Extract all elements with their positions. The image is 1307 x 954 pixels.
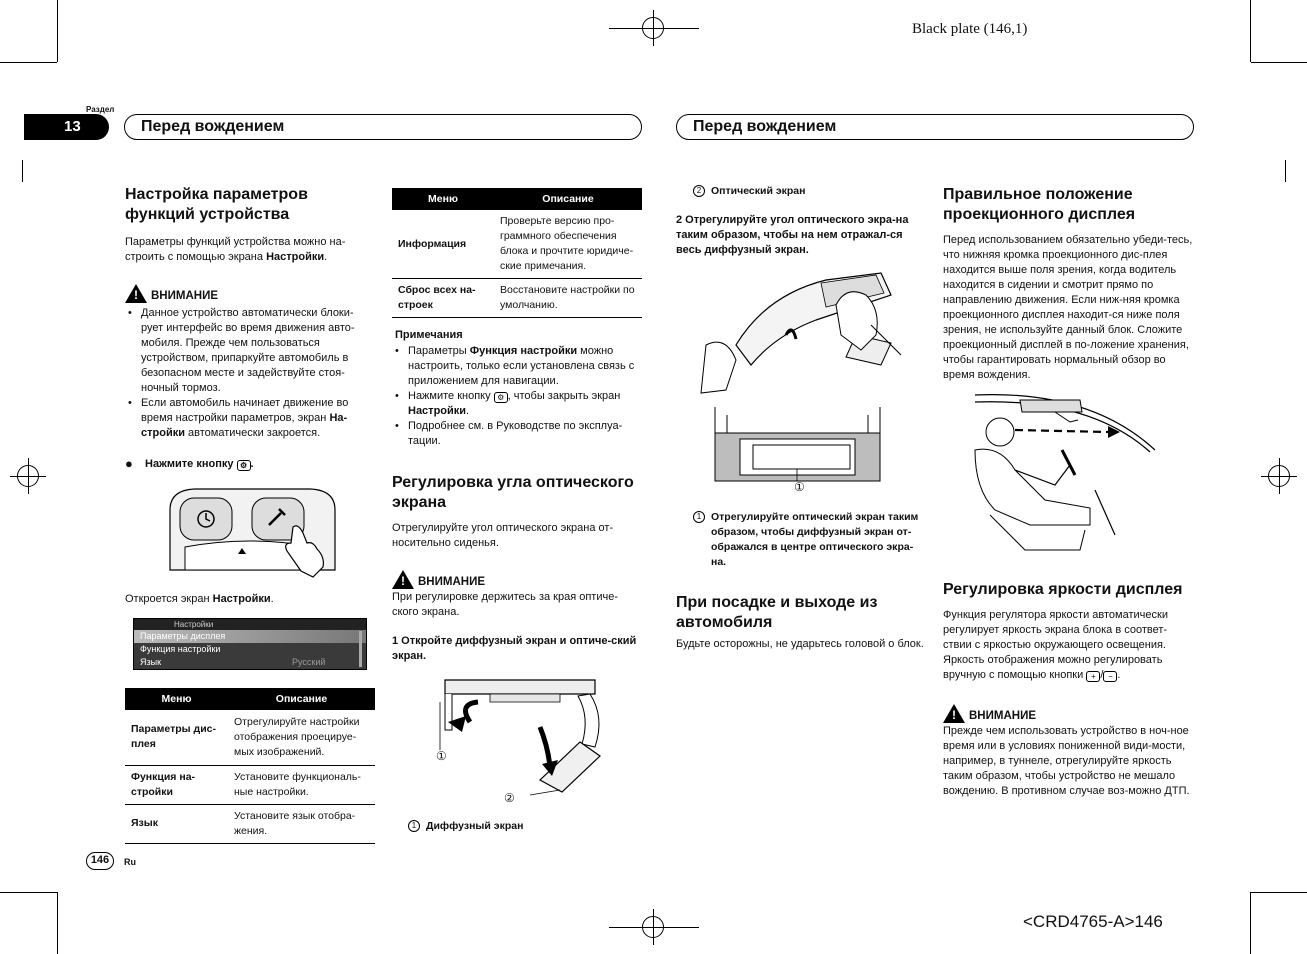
caution-heading: ! ВНИМАНИЕ: [943, 703, 1195, 724]
table-header: Меню: [125, 688, 228, 710]
table-header-row: [392, 188, 642, 210]
hud-position-text: Перед использованием обязательно убеди-тесь, что нижняя кромка проекционного дис-плея находится выше поля зрения, когда водитель находится в сидении и смотрит прямо по направлению движения. Если ниж-няя кромка проекционного дисплея находит-ся ниже поля зрения, не используйте данный блок. Сложите проекционный дисплей в по-ложение хранения, чтобы гарантировать нормальный обзор во время вождения.: [943, 234, 1193, 381]
column-4: [943, 185, 1195, 383]
registration-mark: [642, 17, 664, 39]
bullet-dot-icon: ●: [125, 456, 133, 471]
column-1: [125, 185, 375, 472]
brightness-caution-text: Прежде чем использовать устройство в ноч-ное время или в условиях пониженной види-мости, например, в туннеле, отрегулируйте яркость таким образом, чтобы устройство не мешало вождению. В противном случае воз-можно ДТП.: [943, 725, 1190, 797]
table-row: [125, 804, 375, 843]
caution-list: [125, 306, 375, 441]
step-1: 1 Откройте диффузный экран и оптиче-ский экран.: [392, 635, 637, 662]
header-left: Перед вождением: [124, 114, 642, 140]
column-4-lower: [943, 580, 1195, 799]
table-cell: Установите язык отобра-жения.: [228, 804, 375, 843]
list-item: • Подробнее см. в Руководстве по эксплуа-тации.: [392, 419, 642, 449]
caption-adjust-optical: 1 Отрегулируйте оптический экран таким образом, чтобы диффузный экран от-ображался в центре оптического экра-на.: [693, 510, 928, 570]
notes-title: Примечания: [395, 329, 463, 341]
crop-mark: [22, 160, 23, 182]
settings-table-1: [125, 688, 375, 844]
table-cell: Параметры дис-плея: [125, 710, 228, 765]
plus-icon: +: [1086, 671, 1100, 682]
wrench-icon: ⚙: [237, 460, 251, 471]
minus-icon: −: [1103, 671, 1117, 682]
table-cell: Проверьте версию про-граммного обеспечения блока и прочтите юридиче-ские примечания.: [494, 210, 642, 279]
driver-position-illustration: [970, 390, 1165, 555]
crop-mark: [1250, 892, 1251, 954]
caption-diffuse-screen: 1 Диффузный экран: [408, 819, 523, 834]
settings-screen: [133, 618, 367, 670]
language-code: Ru: [124, 857, 136, 867]
screen-scrollbar[interactable]: [359, 631, 362, 667]
screen-item[interactable]: Параметры дисплея: [134, 630, 366, 643]
notes-list: [392, 344, 642, 449]
crop-mark: [57, 0, 58, 62]
table-header: Описание: [228, 688, 375, 710]
caution-heading: ! ВНИМАНИЕ: [392, 569, 642, 590]
table-header: Описание: [494, 188, 642, 210]
screen-item[interactable]: Язык Русский: [140, 657, 326, 667]
crop-mark: [0, 892, 57, 893]
registration-mark: [17, 465, 39, 487]
warning-icon: !: [125, 284, 147, 303]
column-2: [392, 328, 642, 664]
device-buttons-illustration: [165, 485, 340, 580]
screen-item[interactable]: Функция настройки: [140, 644, 221, 654]
document-code: <CRD4765-A>146: [1023, 912, 1163, 931]
table-header-row: [125, 688, 375, 710]
title-optical-angle: Регулировка угла оптического экрана: [392, 474, 634, 511]
page-number: 146: [86, 852, 114, 870]
list-item: • Если автомобиль начинает движение во время настройки параметров, экран На-стройки автоматически закроется.: [125, 396, 375, 441]
section-number: 13: [24, 114, 109, 140]
caption-optical-screen: 2 Оптический экран: [693, 184, 805, 199]
title-hud-position: Правильное положение проекционного дисплея: [943, 186, 1136, 223]
unit-open-illustration: [430, 672, 610, 807]
settings-intro: Параметры функций устройства можно на-строить с помощью экрана Настройки.: [125, 236, 346, 263]
callout-1-optical: ①: [794, 480, 805, 494]
registration-mark: [1268, 465, 1290, 487]
callout-1: ①: [436, 749, 447, 763]
table-cell: Установите функциональ-ные настройки.: [228, 765, 375, 804]
wrench-icon: ⚙: [494, 392, 508, 403]
brightness-text: Функция регулятора яркости автоматически регулирует яркость экрана блока в соответ-ствии с яркостью окружающего освещения. Яркость отображения можно регулировать вручную с помощью кнопки + / − .: [943, 609, 1168, 681]
table-row: [392, 279, 642, 318]
crop-mark: [1285, 160, 1286, 182]
plate-label: Black plate (146,1): [912, 21, 1028, 37]
caution-heading: ! ВНИМАНИЕ: [125, 283, 375, 304]
table-cell: Функция на-стройки: [125, 765, 228, 804]
settings-opens-text: Откроется экран Настройки.: [125, 593, 274, 605]
table-cell: Сброс всех на-строек: [392, 279, 494, 318]
step-press-button: ● Нажмите кнопку ⚙ .: [125, 456, 254, 471]
list-item: • Нажмите кнопку ⚙ , чтобы закрыть экран Настройки.: [392, 389, 642, 419]
table-cell: Отрегулируйте настройки отображения проецируе-мых изображений.: [228, 710, 375, 765]
caution-text: При регулировке держитесь за края оптиче-ского экрана.: [392, 591, 619, 618]
title-device-settings: Настройка параметров функций устройства: [125, 186, 308, 223]
table-cell: Язык: [125, 804, 228, 843]
optical-angle-intro: Отрегулируйте угол оптического экрана от-носительно сиденья.: [392, 522, 614, 549]
table-header: Меню: [392, 188, 494, 210]
section-label: Раздел: [86, 105, 115, 114]
hands-adjusting-illustration: [696, 265, 911, 395]
table-row: [125, 710, 375, 765]
screen-title: Настройки: [134, 619, 366, 630]
title-boarding: При посадке и выходе из автомобиля: [676, 594, 878, 631]
step-2: 2 Отрегулируйте угол оптического экра-на таким образом, чтобы на нем отражал-ся весь диффузный экран.: [676, 214, 909, 256]
crop-mark: [1251, 62, 1307, 63]
boarding-text: Будьте осторожны, не ударьтесь головой о блок.: [676, 638, 924, 650]
crop-mark: [57, 892, 58, 954]
list-item: • Данное устройство автоматически блоки-рует интерфейс во время движения авто-мобиля. Прежде чем пользоваться устройством, припаркуйте автомобиль в безопасном месте и задействуйте стоя-ночный тормоз.: [125, 306, 375, 396]
registration-mark: [642, 916, 664, 938]
table-row: [392, 210, 642, 279]
crop-mark: [1251, 892, 1307, 893]
settings-table-2: [392, 188, 642, 318]
table-cell: Информация: [392, 210, 494, 279]
crop-mark: [0, 62, 57, 63]
warning-icon: !: [943, 704, 965, 723]
list-item: • Параметры Функция настройки можно настроить, только если установлена связь с приложением для навигации.: [392, 344, 642, 389]
table-cell: Восстановите настройки по умолчанию.: [494, 279, 642, 318]
title-brightness: Регулировка яркости дисплея: [943, 581, 1183, 598]
warning-icon: !: [392, 570, 414, 589]
callout-2: ②: [504, 791, 515, 805]
optical-screen-center-illustration: [705, 405, 890, 483]
table-row: [125, 765, 375, 804]
header-right: Перед вождением: [676, 114, 1194, 140]
crop-mark: [1250, 0, 1251, 62]
